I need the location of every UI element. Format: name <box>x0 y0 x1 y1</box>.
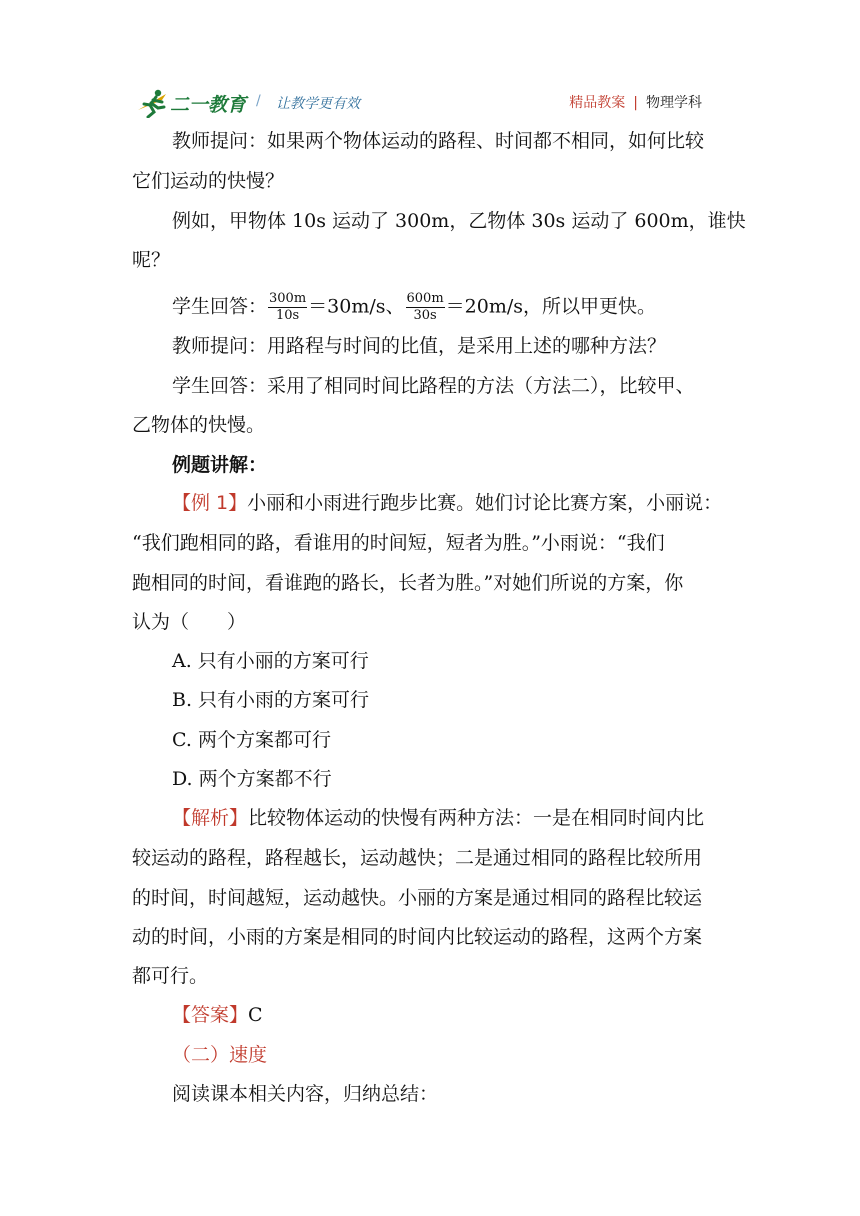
example-line <box>172 493 722 513</box>
header-slash: / <box>256 93 261 109</box>
header-right <box>569 92 702 112</box>
formula-prefix: 学生回答： <box>172 295 268 318</box>
analysis-line <box>172 808 704 828</box>
header-separator: | <box>633 95 638 111</box>
paragraph-line: 教师提问：用路程与时间的比值，是采用上述的哪种方法？ <box>172 335 667 357</box>
formula-suffix: ＝20m/s，所以甲更快。 <box>445 295 657 318</box>
paragraph-line: “我们跑相同的路，看谁用的时间短，短者为胜。”小雨说：“我们 <box>132 532 665 554</box>
fraction-1 <box>268 292 307 323</box>
paragraph-line: 跑相同的时间，看谁跑的路长，长者为胜。”对她们所说的方案，你 <box>132 572 684 594</box>
brand-name: 二一教育 <box>170 94 247 116</box>
paragraph-line: 乙物体的快慢。 <box>132 414 266 436</box>
analysis-text: 比较物体运动的快慢有两种方法：一是在相同时间内比 <box>248 807 705 829</box>
answer-tag: 【答案】 <box>172 1004 249 1026</box>
answer-value: C <box>248 1004 263 1026</box>
option-b: B. 只有小雨的方案可行 <box>172 689 370 711</box>
paragraph-line: 学生回答：采用了相同时间比路程的方法（方法二），比较甲、 <box>172 375 695 397</box>
option-a: A. 只有小丽的方案可行 <box>172 650 369 672</box>
formula-mid: ＝30m/s、 <box>308 295 405 318</box>
example-text: 小丽和小雨进行跑步比赛。她们讨论比赛方案，小丽说： <box>247 492 723 514</box>
subsection-heading: （二）速度 <box>172 1044 268 1066</box>
slogan: 让教学更有效 <box>276 96 360 112</box>
paragraph-line: 阅读课本相关内容，归纳总结： <box>172 1083 439 1105</box>
example-tag: 【例 1】 <box>172 492 248 514</box>
fraction-2-numerator: 600m <box>406 291 444 306</box>
paragraph-line: 的时间，时间越短，运动越快。小丽的方案是通过相同的路程比较运 <box>132 887 703 909</box>
category-label: 精品教案 <box>569 95 626 111</box>
subject-label: 物理学科 <box>646 95 702 111</box>
paragraph-line: 都可行。 <box>132 965 209 987</box>
fraction-1-numerator: 300m <box>269 291 307 306</box>
paragraph-line: 它们运动的快慢？ <box>132 170 285 192</box>
fraction-1-denominator: 10s <box>275 308 300 323</box>
paragraph-line: 例如，甲物体 10s 运动了 300m，乙物体 30s 运动了 600m，谁快 <box>172 210 746 232</box>
paragraph-line: 认为（ ） <box>132 611 247 633</box>
answer-line <box>172 1005 263 1025</box>
option-d: D. 两个方案都不行 <box>172 768 332 790</box>
fraction-2-denominator: 30s <box>413 308 437 323</box>
paragraph-line: 教师提问：如果两个物体运动的路程、时间都不相同，如何比较 <box>172 130 705 152</box>
fraction-2 <box>406 292 445 323</box>
paragraph-line: 呢？ <box>132 249 171 271</box>
paragraph-line: 较运动的路程，路程越长，运动越快；二是通过相同的路程比较所用 <box>132 847 703 869</box>
analysis-tag: 【解析】 <box>172 807 249 829</box>
paragraph-line: 动的时间，小雨的方案是相同的时间内比较运动的路程，这两个方案 <box>132 926 703 948</box>
page-header <box>136 84 730 122</box>
formula-line <box>172 292 656 323</box>
option-c: C. 两个方案都可行 <box>172 729 331 751</box>
section-heading: 例题讲解： <box>172 454 268 476</box>
